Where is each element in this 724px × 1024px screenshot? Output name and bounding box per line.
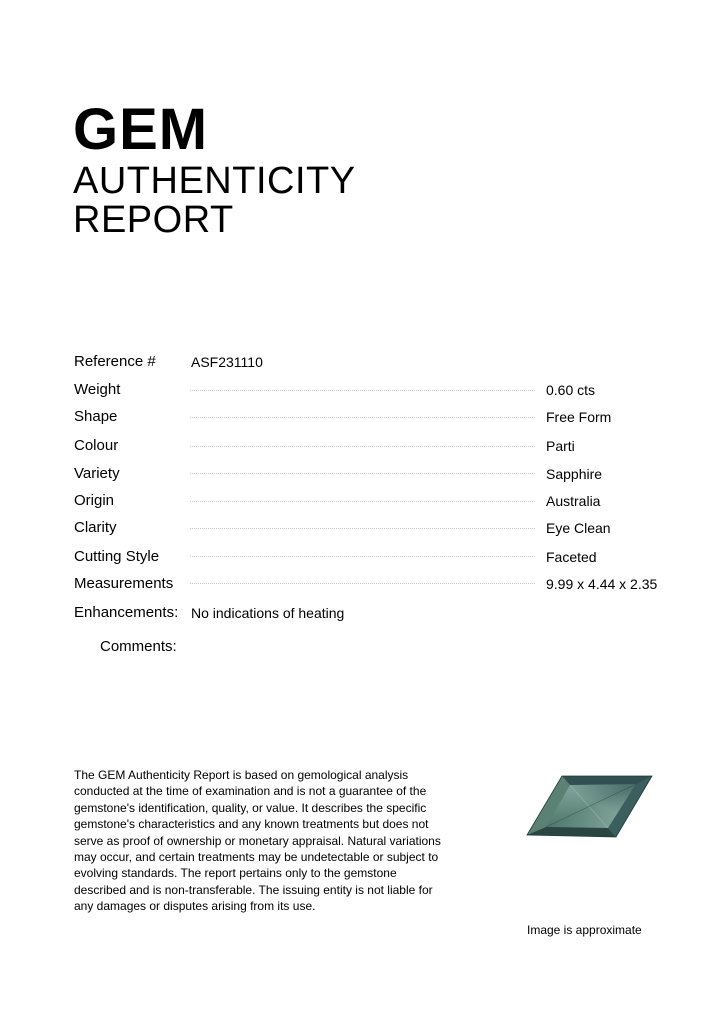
- origin-label: Origin: [74, 492, 115, 509]
- variety-label: Variety: [74, 465, 120, 482]
- cutting-style-value: Faceted: [546, 549, 597, 565]
- variety-value: Sapphire: [546, 466, 603, 482]
- clarity-label: Clarity: [74, 519, 117, 536]
- shape-label: Shape: [74, 408, 118, 425]
- gemstone-image: [524, 771, 654, 841]
- colour-label: Colour: [74, 437, 119, 454]
- report-subtitle-line-2: REPORT: [73, 199, 234, 241]
- enhancements-value: No indications of heating: [191, 605, 345, 621]
- measurements-value: 9.99 x 4.44 x 2.35: [546, 576, 658, 592]
- report-title: GEM: [73, 97, 209, 162]
- cutting-style-leader: [190, 556, 535, 557]
- clarity-value: Eye Clean: [546, 520, 611, 536]
- comments-label: Comments:: [100, 638, 177, 655]
- reference-value: ASF231110: [191, 354, 263, 370]
- weight-value: 0.60 cts: [546, 382, 596, 398]
- colour-leader: [190, 446, 535, 447]
- weight-leader: [190, 390, 535, 391]
- report-subtitle: [73, 162, 356, 240]
- disclaimer-text: The GEM Authenticity Report is based on gemological analysis conducted at the time of examination and is not a guarantee of the gemstone's identification, quality, or value. It describes the specific gemstone's characteristics and any known treatments but does not serve as proof of ownership or monetary appraisal. Natural variations may occur, and certain treatments may be undetectable or subject to evolving standards. The report pertains only to the gemstone described and is non-transferable. The issuing entity is not liable for any damages or disputes arising from its use.: [74, 768, 441, 914]
- origin-value: Australia: [546, 493, 601, 509]
- clarity-leader: [190, 528, 535, 529]
- enhancements-label: Enhancements:: [74, 604, 179, 621]
- measurements-label: Measurements: [74, 575, 174, 592]
- image-caption: Image is approximate: [527, 923, 642, 937]
- report-subtitle-line-1: AUTHENTICITY: [73, 160, 356, 202]
- colour-value: Parti: [546, 438, 575, 454]
- measurements-leader: [190, 583, 535, 584]
- shape-leader: [190, 417, 535, 418]
- shape-value: Free Form: [546, 409, 612, 425]
- weight-label: Weight: [74, 381, 121, 398]
- cutting-style-label: Cutting Style: [74, 548, 160, 565]
- variety-leader: [190, 473, 535, 474]
- reference-label: Reference #: [74, 353, 156, 370]
- origin-leader: [190, 501, 535, 502]
